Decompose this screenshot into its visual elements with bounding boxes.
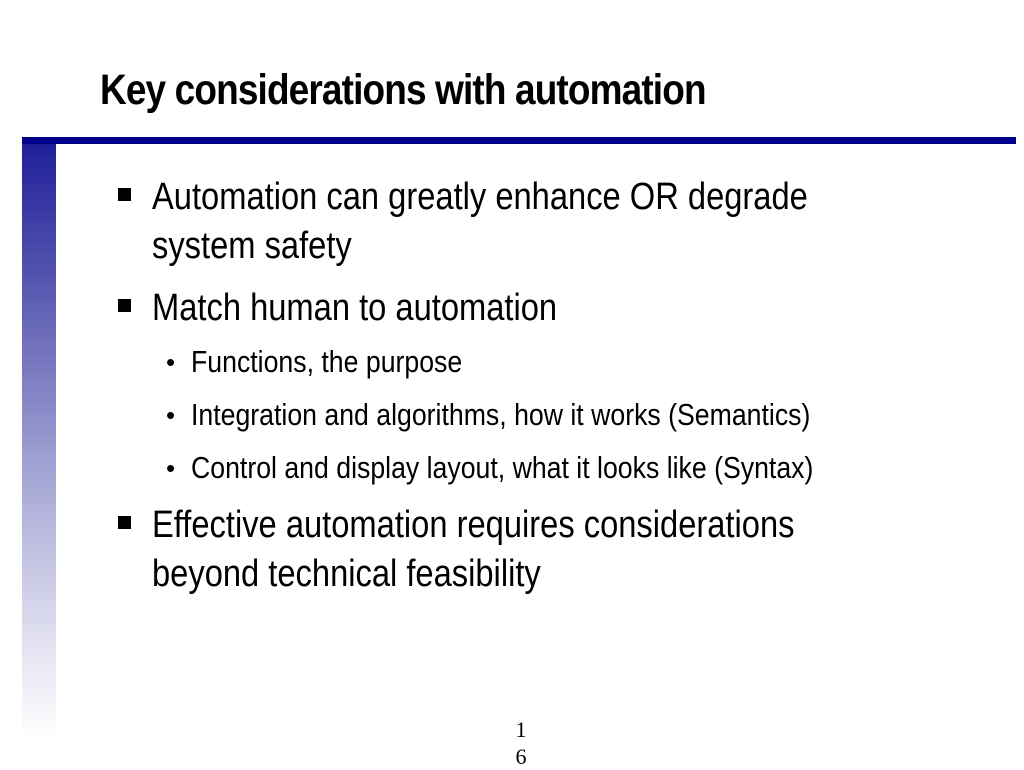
square-bullet-icon <box>118 516 131 529</box>
bullet-text <box>152 501 794 599</box>
dot-bullet-icon: • <box>166 453 176 483</box>
sub-bullet-item <box>166 345 506 379</box>
bullet-text <box>152 173 808 271</box>
sub-bullet-text: Functions, the purpose <box>191 344 463 379</box>
sub-bullet-text: Control and display layout, what it looks like (Syntax) <box>191 450 814 485</box>
bullet-line: Automation can greatly enhance OR degrade <box>152 176 808 218</box>
sub-bullet-item <box>166 451 915 485</box>
bullet-line: Match human to automation <box>152 287 558 329</box>
square-bullet-icon <box>118 299 131 312</box>
dot-bullet-icon: • <box>166 400 176 430</box>
dot-bullet-icon: • <box>166 347 176 377</box>
sub-bullet-item <box>166 398 911 432</box>
bullet-line: Effective automation requires considerations <box>152 504 795 546</box>
sub-bullet-text: Integration and algorithms, how it works (Semantics) <box>191 397 811 432</box>
bullet-line: beyond technical feasibility <box>152 553 541 595</box>
bullet-item <box>118 173 915 271</box>
page-number: 16 <box>515 717 527 769</box>
bullet-item <box>118 501 899 599</box>
square-bullet-icon <box>118 188 131 201</box>
bullet-line: system safety <box>152 225 352 267</box>
slide-title: Key considerations with automation <box>100 66 706 114</box>
bullet-text <box>152 284 557 333</box>
bullet-item <box>118 284 623 333</box>
